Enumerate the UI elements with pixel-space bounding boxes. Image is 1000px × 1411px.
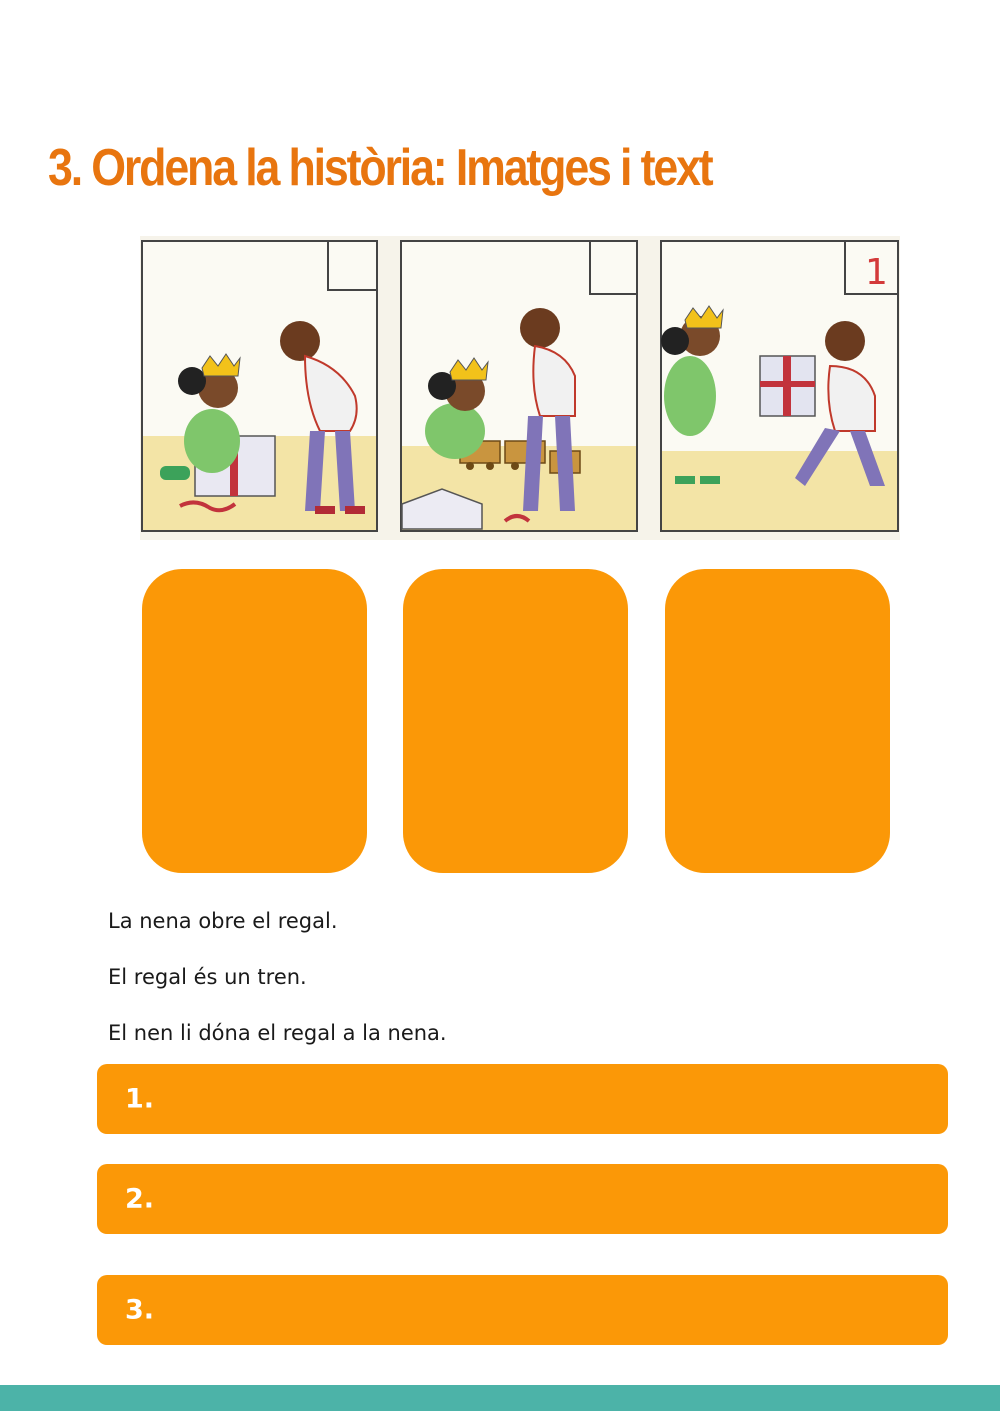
image-answer-box-2[interactable] [403, 569, 628, 873]
text-answer-bar-3[interactable] [97, 1275, 948, 1345]
answer-number: 1. [125, 1083, 155, 1115]
comic-panel-2 [401, 241, 637, 531]
image-answer-box-1[interactable] [142, 569, 367, 873]
comic-panel-1 [142, 241, 377, 531]
image-answer-box-3[interactable] [665, 569, 890, 873]
sentence-3: El nen li dóna el regal a la nena. [108, 1021, 447, 1045]
panel-3-number: 1 [865, 252, 888, 293]
text-answer-bar-1[interactable] [97, 1064, 948, 1134]
sentence-2: El regal és un tren. [108, 965, 307, 989]
page-title: 3. Ordena la història: Imatges i text [48, 139, 712, 197]
answer-number: 3. [125, 1294, 155, 1326]
answer-number: 2. [125, 1183, 155, 1215]
comic-panel-3 [661, 241, 898, 531]
text-answer-bar-2[interactable] [97, 1164, 948, 1234]
comic-strip [140, 236, 900, 540]
footer-strip [0, 1385, 1000, 1411]
sentence-1: La nena obre el regal. [108, 909, 338, 933]
